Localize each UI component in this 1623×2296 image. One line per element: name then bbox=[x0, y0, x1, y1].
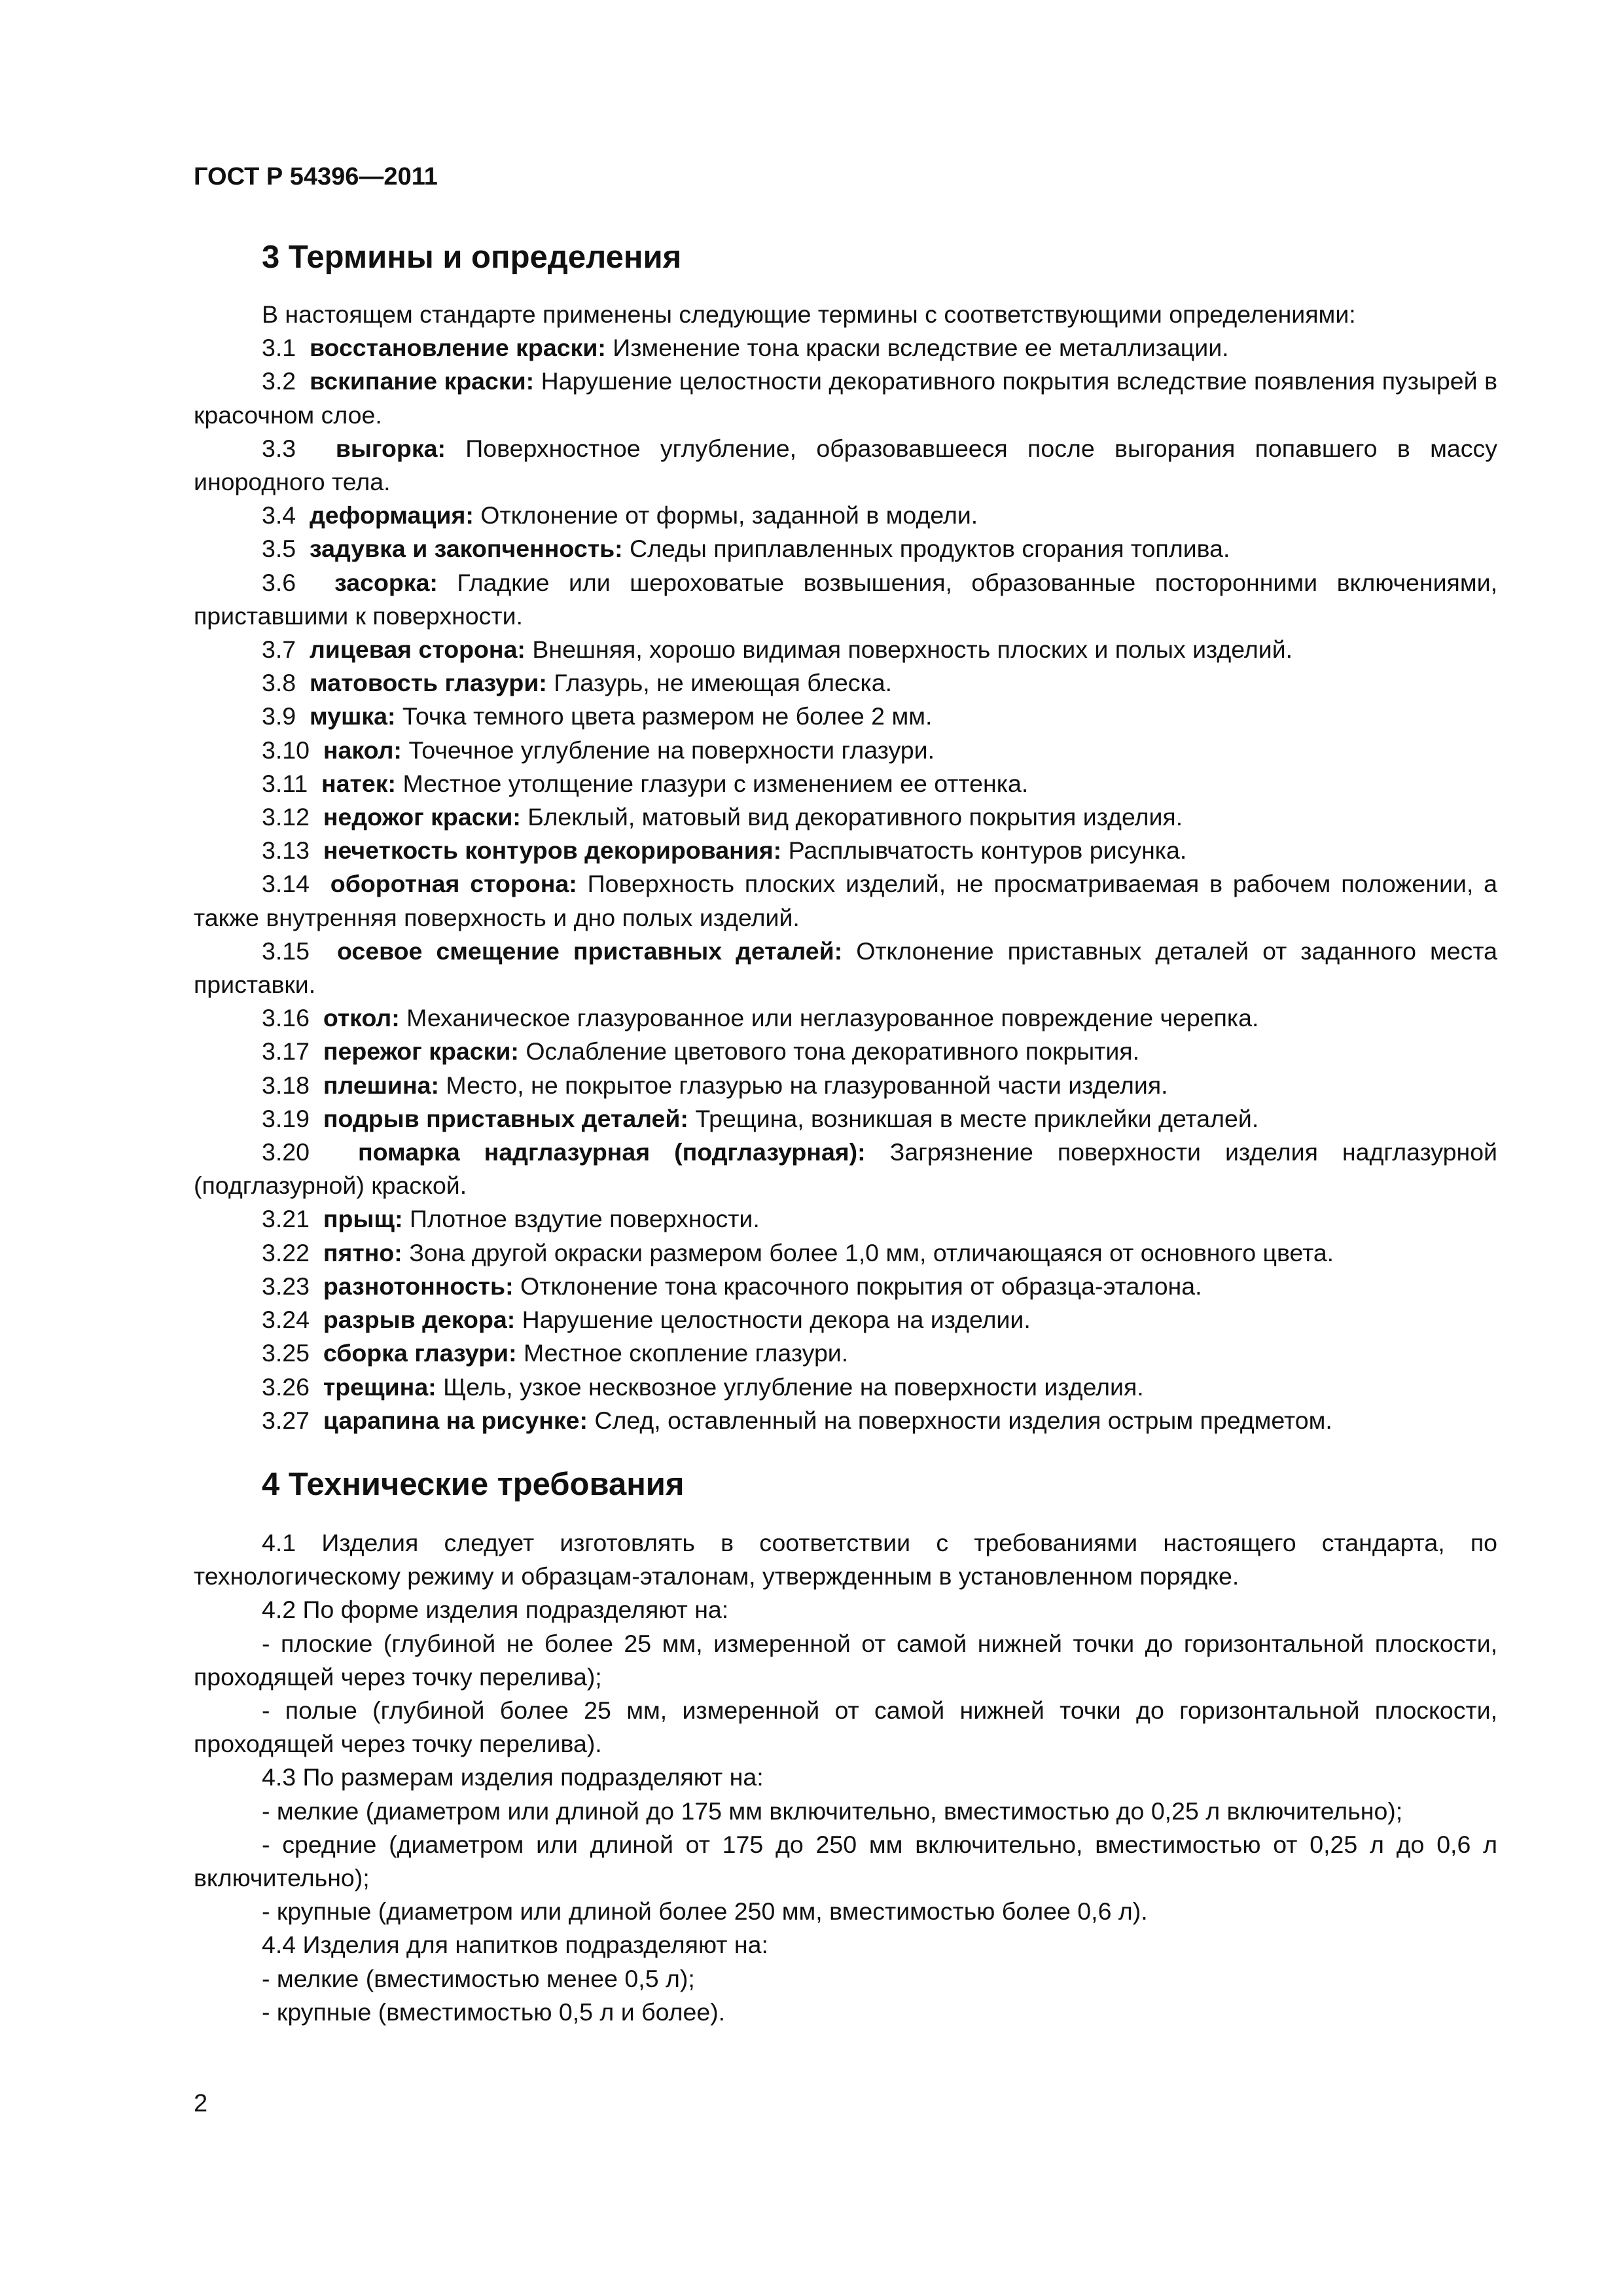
term-entry bbox=[194, 1001, 1497, 1035]
requirement-paragraph: - мелкие (вместимостью менее 0,5 л); bbox=[262, 1964, 695, 1992]
term-entry bbox=[194, 566, 1497, 633]
term-number: 3.14 bbox=[262, 870, 310, 898]
term-name: плешина: bbox=[323, 1071, 439, 1099]
term-number: 3.2 bbox=[262, 367, 296, 395]
term-definition: Гладкие или шероховатые возвышения, образованные посторонними включениями, приставшими к поверхности. bbox=[194, 568, 1498, 630]
term-name: деформация: bbox=[309, 501, 474, 529]
term-number: 3.12 bbox=[262, 803, 310, 831]
term-number: 3.1 bbox=[262, 334, 296, 362]
term-entry bbox=[194, 1270, 1497, 1303]
page-content bbox=[194, 239, 1497, 2029]
term-number: 3.22 bbox=[262, 1238, 310, 1266]
term-entry bbox=[194, 1336, 1497, 1370]
term-entry bbox=[194, 767, 1497, 800]
term-number: 3.5 bbox=[262, 535, 296, 563]
requirement-paragraph: 4.2 По форме изделия подразделяют на: bbox=[262, 1596, 729, 1624]
term-name: прыщ: bbox=[323, 1205, 403, 1233]
requirement-paragraph: - крупные (вместимостью 0,5 л и более). bbox=[262, 1998, 726, 2026]
page-number: 2 bbox=[194, 2090, 208, 2117]
term-number: 3.3 bbox=[262, 434, 296, 462]
term-entry bbox=[194, 1404, 1497, 1437]
term-number: 3.8 bbox=[262, 669, 296, 697]
term-number: 3.25 bbox=[262, 1339, 310, 1367]
term-entry bbox=[194, 1035, 1497, 1068]
term-definition: Механическое глазурованное или неглазурованное повреждение черепка. bbox=[406, 1004, 1259, 1032]
term-name: нечеткость контуров декорирования: bbox=[323, 836, 782, 865]
term-entry bbox=[194, 1303, 1497, 1336]
term-definition: Плотное вздутие поверхности. bbox=[409, 1205, 760, 1233]
term-name: пятно: bbox=[323, 1238, 402, 1266]
term-entry bbox=[194, 1136, 1497, 1202]
term-entry bbox=[194, 800, 1497, 834]
term-entry bbox=[194, 532, 1497, 565]
term-name: мушка: bbox=[309, 702, 396, 730]
term-entry bbox=[194, 499, 1497, 532]
requirement-paragraph: - средние (диаметром или длиной от 175 до 250 мм включительно, вместимостью от 0,25 л до 0,6 л включительно); bbox=[194, 1830, 1497, 1892]
term-number: 3.24 bbox=[262, 1306, 310, 1334]
term-name: оборотная сторона: bbox=[330, 870, 577, 898]
term-name: матовость глазури: bbox=[309, 669, 547, 697]
term-number: 3.7 bbox=[262, 636, 296, 664]
term-definition: Местное утолщение глазури с изменением ее оттенка. bbox=[402, 769, 1029, 797]
term-definition: Поверхность плоских изделий, не просматриваемая в рабочем положении, а также внутренняя поверхность и дно полых изделий. bbox=[194, 870, 1498, 931]
term-name: разрыв декора: bbox=[323, 1306, 516, 1334]
term-definition: Отклонение от формы, заданной в модели. bbox=[480, 501, 978, 529]
term-number: 3.17 bbox=[262, 1037, 310, 1066]
document-header: ГОСТ Р 54396—2011 bbox=[194, 163, 438, 190]
term-definition: Нарушение целостности декора на изделии. bbox=[522, 1306, 1031, 1334]
term-name: осевое смещение приставных деталей: bbox=[336, 937, 843, 965]
term-definition: Расплывчатость контуров рисунка. bbox=[788, 836, 1187, 865]
term-definition: Следы приплавленных продуктов сгорания топлива. bbox=[630, 535, 1230, 563]
term-entry bbox=[194, 1102, 1497, 1136]
term-entry bbox=[194, 666, 1497, 700]
term-definition: Блеклый, матовый вид декоративного покрытия изделия. bbox=[527, 803, 1183, 831]
term-name: откол: bbox=[323, 1004, 400, 1032]
terms-list bbox=[194, 331, 1497, 1437]
term-name: засорка: bbox=[334, 568, 438, 596]
term-name: помарка надглазурная (подглазурная): bbox=[357, 1138, 866, 1166]
term-definition: Ослабление цветового тона декоративного покрытия. bbox=[526, 1037, 1140, 1066]
term-number: 3.4 bbox=[262, 501, 296, 529]
term-entry bbox=[194, 867, 1497, 934]
term-definition: Местное скопление глазури. bbox=[523, 1339, 849, 1367]
term-entry bbox=[194, 734, 1497, 767]
term-name: натек: bbox=[321, 769, 397, 797]
term-number: 3.18 bbox=[262, 1071, 310, 1099]
term-entry bbox=[194, 1069, 1497, 1102]
term-definition: Отклонение приставных деталей от заданного места приставки. bbox=[194, 937, 1498, 999]
requirement-paragraph: 4.4 Изделия для напитков подразделяют на: bbox=[262, 1931, 768, 1959]
term-entry bbox=[194, 432, 1497, 499]
term-name: царапина на рисунке: bbox=[323, 1406, 588, 1434]
term-definition: Точка темного цвета размером не более 2 мм. bbox=[402, 702, 933, 730]
term-definition: Глазурь, не имеющая блеска. bbox=[554, 669, 893, 697]
term-entry bbox=[194, 633, 1497, 666]
requirements-list bbox=[194, 1526, 1497, 2029]
term-entry bbox=[194, 331, 1497, 365]
term-number: 3.19 bbox=[262, 1104, 310, 1132]
term-entry bbox=[194, 834, 1497, 867]
term-name: недожог краски: bbox=[323, 803, 521, 831]
term-name: выгорка: bbox=[335, 434, 446, 462]
term-number: 3.13 bbox=[262, 836, 310, 865]
term-name: задувка и закопченность: bbox=[309, 535, 623, 563]
term-number: 3.20 bbox=[262, 1138, 310, 1166]
requirement-paragraph: - мелкие (диаметром или длиной до 175 мм включительно, вместимостью до 0,25 л включительно); bbox=[262, 1797, 1403, 1825]
term-number: 3.11 bbox=[262, 769, 308, 797]
term-name: восстановление краски: bbox=[309, 334, 606, 362]
term-name: пережог краски: bbox=[323, 1037, 519, 1066]
term-definition: Трещина, возникшая в месте приклейки деталей. bbox=[695, 1104, 1259, 1132]
term-name: накол: bbox=[323, 736, 402, 764]
term-number: 3.21 bbox=[262, 1205, 310, 1233]
term-name: разнотонность: bbox=[323, 1272, 514, 1300]
term-entry bbox=[194, 935, 1497, 1001]
term-definition: Нарушение целостности декоративного покрытия вследствие появления пузырей в красочном слое. bbox=[194, 367, 1497, 429]
requirement-paragraph: - плоские (глубиной не более 25 мм, измеренной от самой нижней точки до горизонтальной плоскости, проходящей через точку перелива); bbox=[194, 1629, 1497, 1691]
term-definition: Загрязнение поверхности изделия надглазурной (подглазурной) краской. bbox=[194, 1138, 1498, 1200]
term-definition: Зона другой окраски размером более 1,0 мм, отличающаяся от основного цвета. bbox=[409, 1238, 1334, 1266]
requirement-paragraph: - полые (глубиной более 25 мм, измеренной от самой нижней точки до горизонтальной плоскости, проходящей через точку перелива). bbox=[194, 1696, 1497, 1758]
term-definition: Изменение тона краски вследствие ее металлизации. bbox=[613, 334, 1229, 362]
term-entry bbox=[194, 1202, 1497, 1236]
term-entry bbox=[194, 1236, 1497, 1270]
term-definition: Щель, узкое несквозное углубление на поверхности изделия. bbox=[443, 1372, 1144, 1401]
term-number: 3.26 bbox=[262, 1372, 310, 1401]
term-number: 3.6 bbox=[262, 568, 296, 596]
term-name: вскипание краски: bbox=[310, 367, 535, 395]
term-entry bbox=[194, 1371, 1497, 1404]
term-number: 3.15 bbox=[262, 937, 310, 965]
term-entry bbox=[194, 365, 1497, 431]
requirement-paragraph: - крупные (диаметром или длиной более 250 мм, вместимостью более 0,6 л). bbox=[262, 1897, 1148, 1926]
section-4-heading: 4 Технические требования bbox=[262, 1466, 685, 1502]
term-name: трещина: bbox=[323, 1372, 437, 1401]
term-number: 3.23 bbox=[262, 1272, 310, 1300]
requirement-paragraph: 4.1 Изделия следует изготовлять в соответствии с требованиями настоящего стандарта, по технологическому режиму и образцам-эталонам, утвержденным в установленном порядке. bbox=[194, 1528, 1497, 1590]
term-definition: Отклонение тона красочного покрытия от образца-эталона. bbox=[520, 1272, 1202, 1300]
term-name: лицевая сторона: bbox=[309, 636, 526, 664]
section-3-heading: 3 Термины и определения bbox=[262, 240, 682, 275]
term-definition: Точечное углубление на поверхности глазури. bbox=[408, 736, 935, 764]
requirement-paragraph: 4.3 По размерам изделия подразделяют на: bbox=[262, 1763, 764, 1791]
term-name: подрыв приставных деталей: bbox=[323, 1104, 688, 1132]
term-definition: Поверхностное углубление, образовавшееся после выгорания попавшего в массу инородного тела. bbox=[194, 434, 1497, 496]
term-name: сборка глазури: bbox=[323, 1339, 517, 1367]
term-definition: Внешняя, хорошо видимая поверхность плоских и полых изделий. bbox=[532, 636, 1293, 664]
term-number: 3.9 bbox=[262, 702, 296, 730]
term-definition: След, оставленный на поверхности изделия острым предметом. bbox=[594, 1406, 1332, 1434]
term-number: 3.27 bbox=[262, 1406, 310, 1434]
term-number: 3.10 bbox=[262, 736, 310, 764]
section-3-intro: В настоящем стандарте применены следующие термины с соответствующими определениями: bbox=[262, 300, 1356, 328]
term-definition: Место, не покрытое глазурью на глазурованной части изделия. bbox=[446, 1071, 1168, 1099]
term-number: 3.16 bbox=[262, 1004, 310, 1032]
term-entry bbox=[194, 700, 1497, 733]
